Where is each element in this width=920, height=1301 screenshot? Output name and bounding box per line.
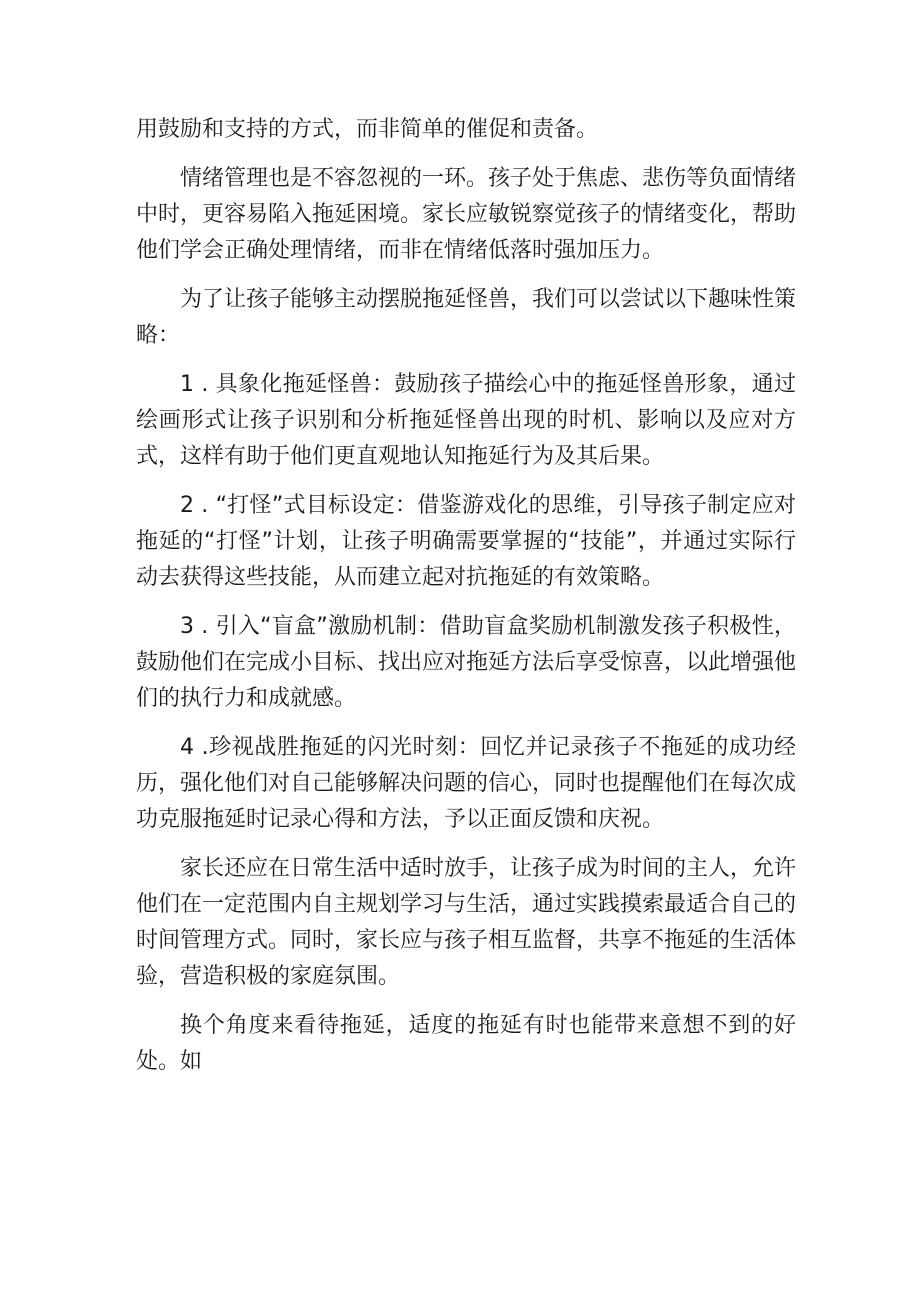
paragraph-continuation: 用鼓励和支持的方式，而非简单的催促和责备。: [136, 117, 599, 142]
paragraph-strategies-intro: 为了让孩子能够主动摆脱拖延怪兽，我们可以尝试以下趣味性策略：: [136, 287, 797, 348]
paragraph-parent-letting-go: 家长还应在日常生活中适时放手，让孩子成为时间的主人，允许他们在一定范围内自主规划学习与生活，通过实践摸索最适合自己的时间管理方式。同时，家长应与孩子相互监督，共享不拖延的生活体验，营造积极的家庭氛围。: [136, 856, 797, 989]
paragraph-another-perspective: 换个角度来看待拖延，适度的拖延有时也能带来意想不到的好处。如: [136, 1013, 796, 1074]
list-item-strategy-3: 3 . 引入“盲盒”激励机制：借助盲盒奖励机制激发孩子积极性，鼓励他们在完成小目标、找出应对拖延方法后享受惊喜，以此增强他们的执行力和成就感。: [136, 614, 797, 711]
paragraph-emotion-management: 情绪管理也是不容忽视的一环。孩子处于焦虑、悲伤等负面情绪中时，更容易陷入拖延困境。家长应敏锐察觉孩子的情绪变化，帮助他们学会正确处理情绪，而非在情绪低落时强加压力。: [136, 166, 797, 263]
list-item-strategy-4: 4 .珍视战胜拖延的闪光时刻：回忆并记录孩子不拖延的成功经历，强化他们对自己能够解决问题的信心，同时也提醒他们在每次成功克服拖延时记录心得和方法，予以正面反馈和庆祝。: [136, 735, 797, 832]
list-item-strategy-2: 2 . “打怪”式目标设定：借鉴游戏化的思维，引导孩子制定应对拖延的“打怪”计划，让孩子明确需要掌握的“技能”，并通过实际行动去获得这些技能，从而建立起对抗拖延的有效策略。: [136, 493, 796, 590]
list-item-strategy-1: 1 . 具象化拖延怪兽：鼓励孩子描绘心中的拖延怪兽形象，通过绘画形式让孩子识别和分析拖延怪兽出现的时机、影响以及应对方式，这样有助于他们更直观地认知拖延行为及其后果。: [136, 372, 796, 469]
document-body: [136, 112, 796, 1093]
